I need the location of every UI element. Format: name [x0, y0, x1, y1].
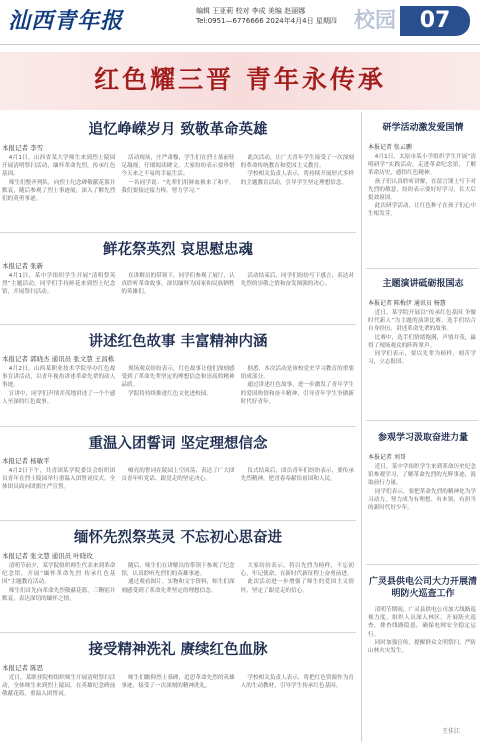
main-column: [0, 112, 356, 742]
masthead: 汕西青年报: [8, 8, 124, 34]
sidebar-byline: 本报记者 张云鹏: [368, 144, 412, 151]
article-column: 师生们瞻仰烈士墓碑，追思革命先烈的英雄事迹，接受了一次深刻的精神洗礼。: [121, 675, 235, 690]
article-column: 现场观众纷纷表示，红色故事让他们深刻感受到了革命先辈坚定的理想信念和崇高的精神品质。 学院将持续推进红色文化进校园。: [121, 366, 235, 397]
article-title: 追忆峥嵘岁月 致敬革命英雄: [88, 122, 268, 138]
article-column: 近日，某职业院校组织师生开展清明祭扫活动，全体师生来到烈士陵园，在英雄纪念碑前敬献花篮，重温入团誓词。: [2, 675, 116, 698]
article-title: 接受精神洗礼 赓续红色血脉: [88, 642, 268, 658]
sidebar-byline: 本报记者 陈梅伊 通讯员 杨慧: [368, 300, 446, 307]
article-column: 4月1日，某中学组织学生开展“清明祭英烈”主题活动，同学们手持鲜花来到烈士纪念馆，开展祭扫活动。: [2, 273, 116, 296]
divider: [0, 520, 356, 521]
article-column: 在讲解员的带领下，同学们参观了展厅，认真聆听革命故事，深切缅怀为国家和民族牺牲的英雄们。: [121, 273, 235, 296]
page-header: [0, 0, 480, 45]
article-column: 清明节前夕，某学院组织师生代表来到革命纪念馆，开展“缅怀革命先烈 传承红色基因”主题教育活动。 师生们首先向革命先烈敬献花篮，三鞠躬并默哀，表达深切的缅怀之情。: [2, 563, 116, 602]
article-column: 据悉，本次活动是该校党史学习教育的重要组成部分。 通过讲述红色故事，进一步激发了青年学生的爱国热情和奋斗精神，引导青年学生争做新时代好青年。: [240, 366, 354, 405]
article-column: 学校相关负责人表示，将把红色资源作为育人的生动教材，引导学生传承红色基因。: [240, 675, 354, 690]
article-body: [2, 365, 354, 423]
article-body: [2, 467, 354, 517]
page-number: 07: [400, 6, 470, 36]
article-body: [2, 154, 354, 230]
sidebar-text: 近日，某学院开展以“传承红色基因 争做时代新人”为主题的演讲比赛，选手们结合自身经历，讲述革命先辈的故事。 比赛中，选手们情绪饱满，声情并茂，赢得了现场观众的阵阵掌声。 同学们表示，要以先辈为榜样，刻苦学习，立志报国。: [368, 310, 476, 366]
section-name: 校园: [354, 7, 396, 32]
article-column: 大家纷纷表示，将以先烈为榜样，不忘初心，牢记使命，在新时代新征程上奋勇前进。 此次活动进一步增强了师生的爱国主义情怀，坚定了跟党走的信心。: [240, 563, 354, 594]
article-byline: 本报记者 郭晓杰 通讯员 张文慧 王昌栋: [2, 355, 115, 363]
article-byline: 本报记者 张文慧 通讯员 叶晓玫: [2, 552, 93, 560]
article-byline: 本报记者 张新: [2, 262, 44, 270]
sidebar-text: 清明节期间，广灵县供电公司加大线路巡视力度，组织人员深入林区，开展防火巡查，排查线路隐患，确保电网安全稳定运行。 同时加强宣传，提醒群众文明祭扫，严防山林火灾发生。: [368, 607, 476, 655]
header-info: [196, 6, 337, 26]
divider: [366, 268, 478, 269]
article-column: 活动现场，庄严肃穆，学生们在烈士墓前驻足凝视，仔细阅读碑文。大家纷纷表示要珍惜今天来之不易的幸福生活。 一名同学说：“先辈们用鲜血换来了和平，我们要接过接力棒，努力学习。”: [121, 155, 235, 194]
article-body: [2, 674, 354, 740]
article-column: 4月1日，山西省某大学师生来到烈士陵园开展清明祭扫活动，缅怀革命先烈，传承红色基因。 师生们整齐列队，向烈士纪念碑敬献花篮并默哀，随后参观了烈士事迹展，深入了解先烈们的英勇事迹。: [2, 155, 116, 203]
article-title: 缅怀先烈祭英灵 不忘初心思奋进: [73, 530, 283, 546]
header-date: Tel:0951—6776666 2024年4月4日 星期四: [196, 17, 337, 25]
signature: 王佳江: [442, 728, 461, 735]
divider: [0, 426, 356, 427]
article-column: 随后，师生们在讲解员的带领下参观了纪念馆，认真聆听先烈们的英雄事迹。 通过观看图片、实物和文字资料，师生们深刻感受到了革命先辈坚定的理想信念。: [121, 563, 235, 594]
article-body: [2, 272, 354, 320]
article-column: 仪式结束后，团员青年们纷纷表示，要传承先烈精神，把青春奉献给祖国和人民。: [240, 468, 354, 483]
sidebar-byline: 本报记者 刘哥: [368, 454, 406, 461]
divider: [366, 564, 478, 565]
article-column: 此次活动，让广大青年学生接受了一次深刻的革命传统教育和爱国主义教育。 学校相关负责人表示，将持续开展形式多样的主题教育活动，引导学生坚定理想信念。: [240, 155, 354, 186]
article-byline: 本报记者 李雪: [2, 144, 44, 152]
sidebar-text: 4月1日，太原市某小学组织学生开展“清明研学”实践活动，走进革命纪念馆，了解革命历史，感悟红色精神。 孩子们认真聆听讲解，在留言簿上写下对先烈的敬意，纷纷表示要好好学习，长大后报效祖国。 此次研学活动，让红色种子在孩子们心中生根发芽。: [368, 154, 476, 218]
divider: [0, 324, 356, 325]
article-column: 4月2日，山西某职业技术学院举办红色故事宣讲活动，以青年视角讲述革命先辈的动人事迹。 宣讲中，同学们声情并茂地讲述了一个个感人至深的红色故事。: [2, 366, 116, 405]
article-byline: 本报记者 陈思: [2, 664, 44, 672]
banner-title: 红色耀三晋 青年永传承: [94, 65, 386, 94]
article-byline: 本报记者 杨敏平: [2, 457, 50, 465]
banner: [0, 52, 480, 110]
sidebar-column: [361, 112, 479, 742]
sidebar-title: 参观学习汲取奋进力量: [377, 433, 468, 443]
article-title: 重温入团誓词 坚定理想信念: [88, 436, 268, 452]
article-title: 讲述红色故事 丰富精神内涵: [88, 334, 268, 350]
article-title: 鲜花祭英烈 哀思慰忠魂: [102, 242, 254, 258]
article-column: 活动结束后，同学们纷纷写下感言，表达对先烈的崇敬之情和奋发图强的决心。: [240, 273, 354, 288]
article-body: [2, 562, 354, 628]
divider: [366, 420, 478, 421]
article-column: 4月2日下午，共青团某学院委员会组织团员青年在烈士陵园举行重温入团誓词仪式。全体团员面向团旗庄严宣誓。: [2, 468, 116, 491]
header-editors: 编辑 王亚莉 校对 李成 美编 赵丽娜: [196, 7, 306, 15]
divider: [0, 632, 356, 633]
sidebar-title: 广灵县供电公司大力开展清明防火巡查工作: [368, 577, 477, 599]
sidebar-title: 主题演讲砥砺报国志: [382, 279, 464, 289]
sidebar-text: 近日，某中学组织学生来到革命历史纪念馆参观学习，了解革命先烈的光辉事迹，汲取前行力量。 同学们表示，要把革命先烈的精神化为学习动力，努力成为有理想、有本领、有担当的新时代好少年。: [368, 464, 476, 512]
sidebar-title: 研学活动激发爱国情: [382, 123, 464, 133]
divider: [0, 232, 356, 233]
article-column: 嘹亮的誓词在陵园上空回荡，表达了广大团员青年听党话、跟党走的坚定决心。: [121, 468, 235, 483]
